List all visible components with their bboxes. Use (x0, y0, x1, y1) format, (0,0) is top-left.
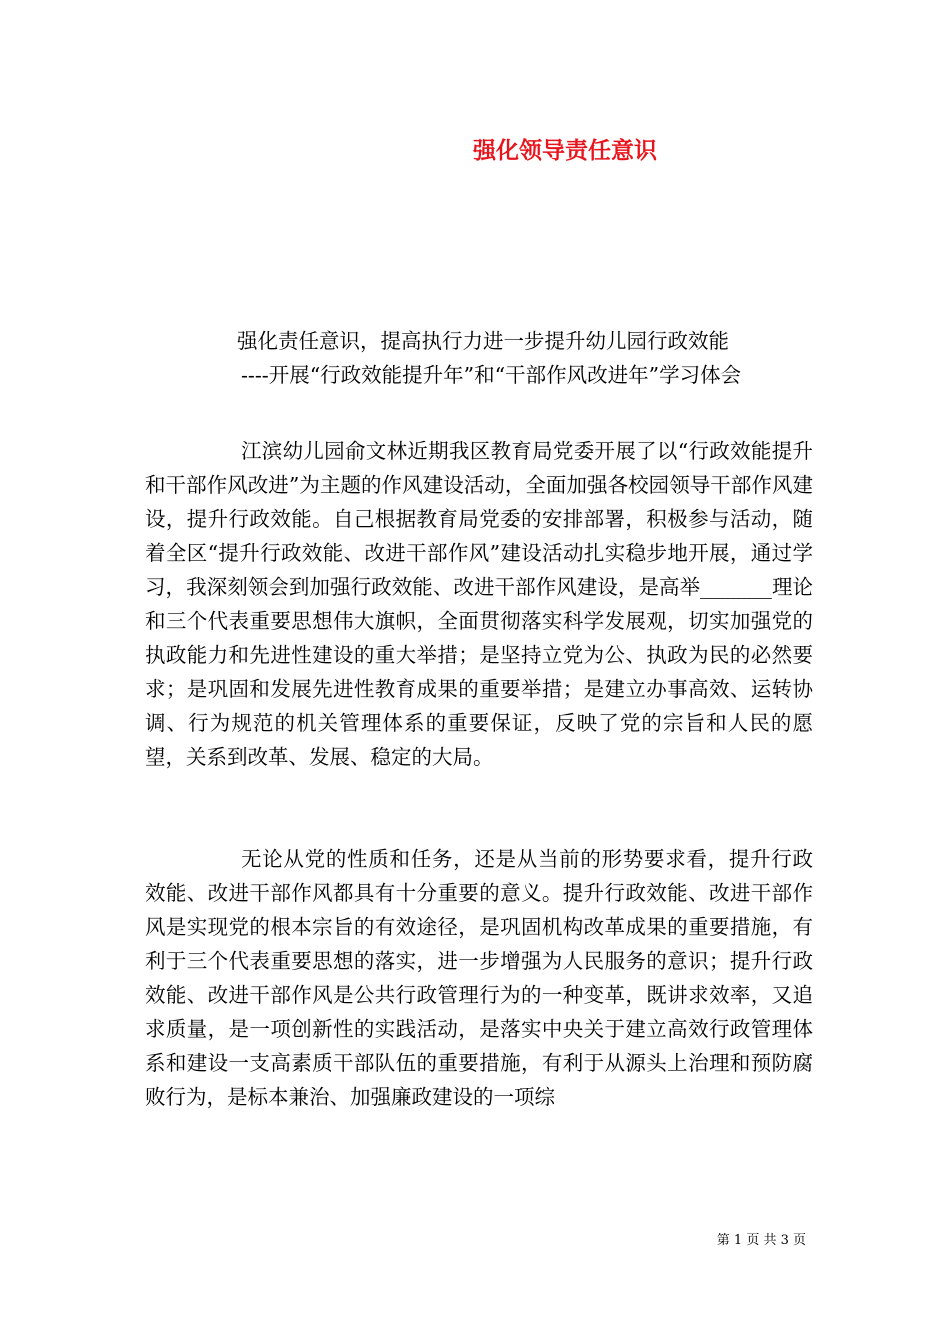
subtitle-sub: ----开展“行政效能提升年”和“干部作风改进年”学习体会 (241, 363, 742, 387)
page-number: 第 1 页 共 3 页 (716, 1233, 806, 1248)
subtitle-main: 强化责任意识，提高执行力进一步提升幼儿园行政效能 (237, 329, 729, 353)
paragraph-2: 无论从党的性质和任务，还是从当前的形势要求看，提升行政效能、改进干部作风都具有十分重要的意义。提升行政效能、改进干部作风是实现党的根本宗旨的有效途径，是巩固机构改革成果的重要措施，有利于三个代表重要思想的落实，进一步增强为人民服务的意识；提升行政效能、改进干部作风是公共行政管理行为的一种变革，既讲求效率，又追求质量，是一项创新性的实践活动，是落实中央关于建立高效行政管理体系和建设一支高素质干部队伍的重要措施，有利于从源头上治理和预防腐败行为，是标本兼治、加强廉政建设的一项综 (145, 847, 813, 1109)
page-title: 强化领导责任意识 (473, 137, 657, 164)
paragraph-1: 江滨幼儿园俞文林近期我区教育局党委开展了以“行政效能提升和干部作风改进”为主题的作风建设活动，全面加强各校园领导干部作风建设，提升行政效能。自己根据教育局党委的安排部署，积极参与活动，随着全区“提升行政效能、改进干部作风”建设活动扎实稳步地开展，通过学习，我深刻领会到加强行政效能、改进干部作风建设，是高举_______理论和三个代表重要思想伟大旗帜，全面贯彻落实科学发展观，切实加强党的执政能力和先进性建设的重大举措；是坚持立党为公、执政为民的必然要求；是巩固和发展先进性教育成果的重要举措；是建立办事高效、运转协调、行为规范的机关管理体系的重要保证，反映了党的宗旨和人民的愿望，关系到改革、发展、稳定的大局。 (145, 439, 813, 769)
